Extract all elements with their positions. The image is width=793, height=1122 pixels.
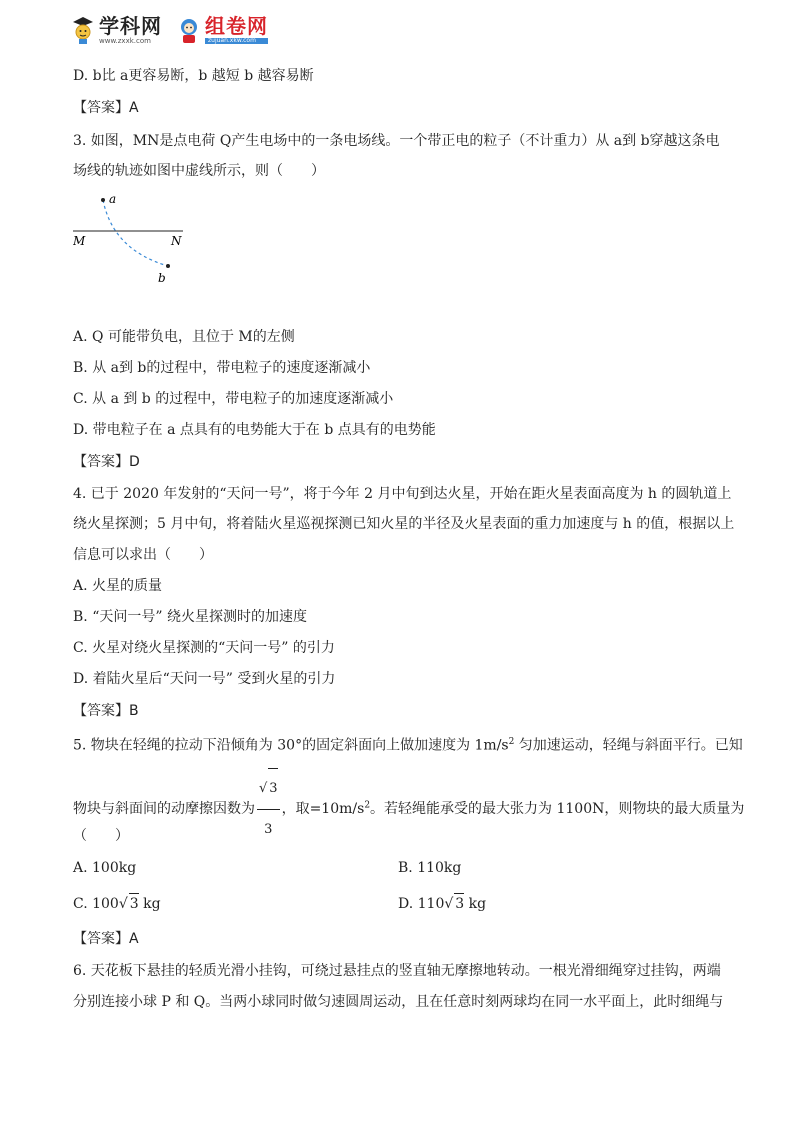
q4-option-c: C. 火星对绕火星探测的“天问一号” 的引力 [73,640,335,656]
label-m: M [73,234,86,248]
q5-option-b: B. 110kg [398,860,462,876]
label-b: b [158,271,166,285]
option-d-text: D. 110 [398,896,445,912]
option-c-text: C. 100 [73,896,119,912]
q5-stem-line3: （ ） [73,828,129,844]
q3-stem-line2: 场线的轨迹如图中虚线所示，则（ ） [73,163,325,179]
q5-option-d [398,893,486,914]
page-header [70,12,282,48]
q5-option-a: A. 100kg [73,860,137,876]
q3-option-c: C. 从 a 到 b 的过程中，带电粒子的加速度逐渐减小 [73,391,394,407]
logo-title: 组卷网 [205,14,268,38]
q4-option-b: B. “天问一号” 绕火星探测时的加速度 [73,609,307,625]
label-n: N [171,234,182,248]
q5-option-c [73,893,161,914]
sqrt-symbol: √ [444,896,454,912]
q4-answer: 【答案】B [73,703,139,719]
q3-option-b: B. 从 a到 b的过程中，带电粒子的速度逐渐减小 [73,360,371,376]
fraction-numerator: 3 [268,768,277,809]
logo-url: www.zxxk.com [99,36,151,45]
q5-stem-line1-text: 5. 物块在轻绳的拉动下沿倾角为 30°的固定斜面向上做加速度为 1m/s [73,737,509,754]
q2-option-d: D. b比 a更容易断，b 越短 b 越容易断 [73,68,314,84]
q4-stem-line1: 4. 已于 2020 年发射的“天问一号”，将于今年 2 月中旬到达火星，开始在距火星表面高度为 h 的圆轨道上 [73,486,732,502]
q6-stem-line1: 6. 天花板下悬挂的轻质光滑小挂钩，可绕过悬挂点的竖直轴无摩擦地转动。一根光滑细绳穿过挂钩，两端 [73,963,721,979]
mascot-icon [176,15,202,45]
zujuan-logo [176,15,268,45]
q3-option-d: D. 带电粒子在 a 点具有的电势能大于在 b 点具有的电势能 [73,422,436,438]
q2-answer: 【答案】A [73,100,139,116]
q5-stem-line2-text: 。若轻绳能承受的最大张力为 1100N，则物块的最大质量为 [370,801,745,817]
q6-stem-line2: 分别连接小球 P 和 Q。当两小球同时做匀速圆周运动，且在任意时刻两球均在同一水平面上，此时细绳与 [73,994,724,1010]
q3-answer: 【答案】D [73,454,140,470]
q5-stem-line1 [73,732,743,756]
q5-stem-line2 [73,768,744,850]
q5-answer: 【答案】A [73,931,139,947]
zxxk-logo [70,15,162,45]
q3-option-a: A. Q 可能带负电，且位于 M的左侧 [73,329,295,345]
q3-stem-line1: 3. 如图，MN是点电荷 Q产生电场中的一条电场线。一个带正电的粒子（不计重力）从 a到 b穿越这条电 [73,133,720,149]
sqrt-symbol: √ [118,896,128,912]
student-mascot-icon [70,15,96,45]
q4-option-a: A. 火星的质量 [73,578,163,594]
q5-stem-line2-text: 物块与斜面间的动摩擦因数为 [73,801,255,817]
superscript: 2 [364,800,371,811]
q4-stem-line3: 信息可以求出（ ） [73,547,213,563]
superscript: 2 [508,737,515,747]
sqrt-symbol: √ [259,781,268,796]
friction-fraction [257,768,280,850]
option-c-root: 3 [129,893,139,914]
logo-url: zujuan.xkw.com [205,38,268,44]
q5-stem-line2-text: ，取=10m/s [281,801,365,817]
q4-stem-line2: 绕火星探测；5 月中旬，将着陆火星巡视探测已知火星的半径及火星表面的重力加速度与 h 的值，根据以上 [73,516,735,532]
option-c-unit: kg [138,896,161,912]
electric-field-figure [73,190,213,290]
label-a: a [109,192,117,206]
q5-stem-line1-text: 匀加速运动，轻绳与斜面平行。已知 [514,737,743,754]
option-d-root: 3 [454,893,464,914]
logo-title: 学科网 [99,13,162,38]
fraction-denominator: 3 [264,822,273,837]
option-d-unit: kg [464,896,487,912]
q4-option-d: D. 着陆火星后“天问一号” 受到火星的引力 [73,671,336,687]
